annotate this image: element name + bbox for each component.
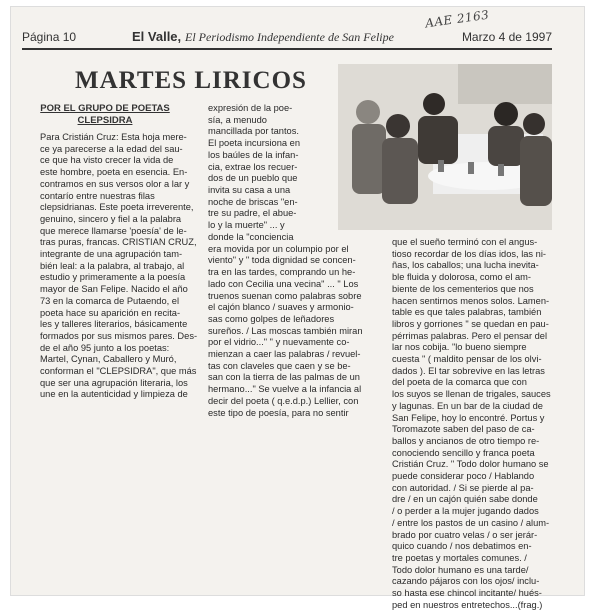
article-text-line: bién leal: a la palabra, al trabajo, al xyxy=(40,260,185,271)
article-text-line: brado por cuatro velas / o ser jerár- xyxy=(392,529,538,540)
article-text-line: clepsidrianas. Este poeta irreverente, xyxy=(40,202,194,213)
article-text-line: Martel, Cynan, Caballero y Muró, xyxy=(40,354,177,365)
article-text-line: puede considerar poco / Hablando xyxy=(392,471,535,482)
article-text-line: poeta hace su aparición en recita- xyxy=(40,307,181,318)
article-text-line: dados ). El tar sobrevive en las letras xyxy=(392,365,545,376)
article-text-line: libros y gorriones " se quedan en pau- xyxy=(392,318,549,329)
article-text-line: ñas, los caballos; una lucha inevita- xyxy=(392,260,539,271)
article-text-line: tas con claveles que caen y se be- xyxy=(208,360,351,371)
article-text-line: ce ya parecerse a la edad del sau- xyxy=(40,143,183,154)
article-column-2-bottom xyxy=(208,232,386,419)
article-text-line: une en la autenticidad y limpieza de xyxy=(40,389,188,400)
article-text-line: que merece llamarse 'poesía' de le- xyxy=(40,225,187,236)
article-text-line: sía, a menudo xyxy=(208,114,267,125)
article-text-line: sureños. / Las moscas también miran xyxy=(208,325,363,336)
article-text-line: conforman el "CLEPSIDRA", que más xyxy=(40,366,197,377)
article-column-2-top xyxy=(208,103,332,232)
article-text-line: Toromazote saben del paso de ca- xyxy=(392,424,535,435)
article-text-line: Cristián Cruz. " Todo dolor humano se xyxy=(392,459,549,470)
newspaper-header xyxy=(22,24,552,46)
article-text-line: Para Cristián Cruz: Esta hoja mere- xyxy=(40,132,187,142)
article-text-line: tre su padre, el abue- xyxy=(208,208,297,219)
article-text-line: estudio y primeramente a la poesía xyxy=(40,272,186,283)
article-text-line: lo y la muerte" ... y xyxy=(208,220,285,231)
article-text-line: era movida por un columpio por el xyxy=(208,243,349,254)
article-text-line: lado con Cecilia una vecina" ... " Los xyxy=(208,278,359,289)
article-text-line: cazando pájaros con los ojos/ inclu- xyxy=(392,576,540,587)
group-photo-image xyxy=(338,64,552,230)
header-rule xyxy=(22,48,552,50)
article-text-line: contramos en sus versos olor a lar y xyxy=(40,178,190,189)
article-text-line: expresión de la poe- xyxy=(208,103,293,113)
article-text-line: tras puras, francas. CRISTIAN CRUZ, xyxy=(40,237,197,248)
article-text-line: noche de briscas "en- xyxy=(208,196,298,207)
article-text-line: tra en las tardes, comprando un he- xyxy=(208,267,356,278)
article-text-line: contarío entre nuestras filas xyxy=(40,190,155,201)
article-text-line: que el sueño terminó con el angus- xyxy=(392,237,538,247)
article-text-line: viento" y " toda dignidad se concen- xyxy=(208,255,356,266)
article-text-line: 73 en la comarca de Putaendo, el xyxy=(40,295,180,306)
article-text-line: integrante de una agrupación tam- xyxy=(40,249,183,260)
article-text-line: que ser una agrupación literaria, los xyxy=(40,377,188,388)
article-text-line: mienzan a caer las palabras / revuel- xyxy=(208,349,361,360)
article-text-line: los suyos se llenan de trigales, sauces xyxy=(392,389,551,400)
article-text-line: por el vidrio..." " y nuevamente co- xyxy=(208,337,350,348)
newspaper-subtitle: El Periodismo Independiente de San Felipe xyxy=(185,30,394,44)
article-text-line: table es que tales palabras, también xyxy=(392,307,542,318)
article-text-line: El poeta incursiona en xyxy=(208,138,300,149)
article-text-line: quico cuando / nos debatimos en- xyxy=(392,541,532,552)
article-text-line: cuesta " ( maldito pensar de los olvi- xyxy=(392,354,542,365)
article-text-line: San Felipe, hoy lo encontré. Portus y xyxy=(392,412,545,423)
issue-date: Marzo 4 de 1997 xyxy=(461,30,552,44)
article-text-line: este tipo de poesía, para no sentir xyxy=(208,407,349,418)
article-text-line: sas como golpes de leñadores xyxy=(208,313,335,324)
group-photo xyxy=(338,64,552,230)
article-byline xyxy=(40,103,170,127)
byline-line: POR EL GRUPO DE POETAS xyxy=(40,103,170,114)
archive-stamp: AAE 2163 xyxy=(424,7,491,31)
article-text-line: lar nos cobija. "lo bueno siempre xyxy=(392,342,527,353)
article-text-line: con autoridad. / Si se pierde al pa- xyxy=(392,482,534,493)
article-text-line: dos de un pueblo que xyxy=(208,173,298,184)
article-text-line: ce que ha visto crecer la vida de xyxy=(40,155,174,166)
article-text-line: dre / en un cajón quién sabe donde xyxy=(392,494,538,505)
article-text-line: invita su casa a una xyxy=(208,184,291,195)
article-text-line: tioso recordar de los días idos, las ni- xyxy=(392,248,546,259)
article-text-line: donde la "conciencia xyxy=(208,232,294,242)
article-text-line: hacen sentirnos menos solos. Lamen- xyxy=(392,295,550,306)
byline-line: CLEPSIDRA xyxy=(77,115,133,126)
article-text-line: Todo dolor humano es una tarde/ xyxy=(392,564,529,575)
article-text-line: ble fluida y dolorosa, como el am- xyxy=(392,272,532,283)
article-text-line: y lagunas. En un bar de la ciudad de xyxy=(392,400,543,411)
article-text-line: mancillada por tantos. xyxy=(208,126,299,137)
article-text-line: les y talleres literarios, básicamente xyxy=(40,319,188,330)
article-text-line: conociendo sencillo y franca poeta xyxy=(392,447,535,458)
article-text-line: ped en nuestros entretechos...(frag.) xyxy=(392,599,543,610)
page-number: Página 10 xyxy=(22,30,77,44)
article-column-1 xyxy=(40,132,203,401)
article-title: MARTES LIRICOS xyxy=(75,67,307,94)
article-text-line: el cajón blanco / suaves y armonio- xyxy=(208,302,354,313)
article-text-line: de el año 95 junto a los poetas: xyxy=(40,342,170,353)
article-text-line: ballos y ancianos de otro tiempo re- xyxy=(392,435,540,446)
article-text-line: tre poetas y mortales comunes. / xyxy=(392,552,527,563)
article-text-line: / entre los pastos de un casino / alum- xyxy=(392,517,550,528)
article-text-line: / o perder a la mujer jugando dados xyxy=(392,506,539,517)
article-text-line: cia, extrae los recuer- xyxy=(208,161,298,172)
article-text-line: hermano..." Se vuelve a la infancia al xyxy=(208,384,362,395)
newspaper-name: El Valle, xyxy=(132,29,182,44)
article-column-3 xyxy=(392,237,555,612)
article-text-line: san con la tierra de las palmas de un xyxy=(208,372,360,383)
article-text-line: so hasta ese chincol incitante/ hués- xyxy=(392,588,542,599)
article-text-line: biente de los cementerios que nos xyxy=(392,283,534,294)
article-text-line: formados por sus mismos pares. Des- xyxy=(40,330,198,341)
article-text-line: este hombre, poeta en esencia. En- xyxy=(40,167,188,178)
article-text-line: del poeta de la comarca que con xyxy=(392,377,527,388)
article-text-line: los baúles de la infan- xyxy=(208,149,299,160)
article-text-line: genuino, sincero y fiel a la palabra xyxy=(40,213,182,224)
article-text-line: decir del poeta ( q.e.d.p.) Lellier, con xyxy=(208,395,359,406)
article-text-line: pérrimas palabras. Pero el pensar del xyxy=(392,330,548,341)
article-text-line: truenos suenan como palabras sobre xyxy=(208,290,362,301)
article-text-line: mayor de San Felipe. Nacido el año xyxy=(40,284,188,295)
